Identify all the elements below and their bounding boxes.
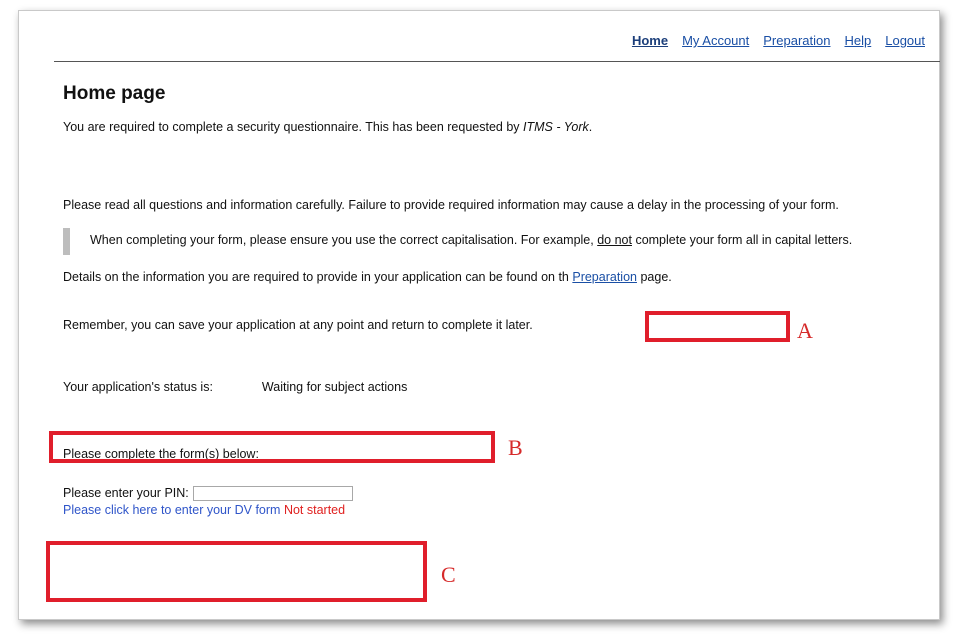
status-value: Waiting for subject actions [261, 380, 408, 394]
requesting-organisation: ITMS - York [523, 120, 589, 134]
annotation-label-c: C [441, 562, 456, 587]
application-status-row [63, 379, 923, 396]
intro-end: . [588, 120, 593, 134]
annotation-box-b [49, 431, 495, 463]
details-text: Details on the information you are required to provide in your application can be found on th [63, 270, 569, 284]
application-page [18, 10, 940, 620]
note-text-end: complete your form all in capital letters. [631, 233, 853, 247]
nav-home-link[interactable]: Home [631, 33, 669, 48]
pin-input[interactable] [193, 486, 353, 501]
preparation-page-link[interactable]: Preparation [572, 270, 637, 284]
note-text-start: When completing your form, please ensure you use the correct capitalisation. For example, [90, 233, 598, 247]
capitalisation-note [63, 228, 923, 255]
save-reminder: Remember, you can save your application at any point and return to complete it later. [63, 318, 533, 332]
annotation-box-c [46, 541, 427, 602]
read-instructions: Please read all questions and information carefully. Failure to provide required information may cause a delay in the processing of your form. [63, 198, 839, 212]
dv-form-link[interactable]: Please click here to enter your DV form [63, 503, 281, 517]
details-paragraph [63, 269, 923, 286]
details-end: page. [636, 270, 672, 284]
page-title: Home page [63, 83, 166, 104]
pin-label: Please enter your PIN: [63, 486, 189, 500]
status-label: Your application's status is: [63, 380, 213, 394]
top-navigation [632, 33, 925, 48]
nav-help-link[interactable]: Help [844, 33, 872, 48]
header-divider [54, 61, 940, 62]
intro-text: You are required to complete a security questionnaire. This has been requested by [63, 120, 524, 134]
intro-paragraph [63, 119, 923, 136]
forms-instruction: Please complete the form(s) below: [63, 447, 259, 461]
annotation-label-b: B [508, 435, 523, 460]
pin-row [63, 485, 923, 502]
nav-logout-link[interactable]: Logout [885, 33, 925, 48]
annotation-box-a [645, 311, 790, 342]
annotation-label-a: A [797, 318, 813, 343]
dv-form-status: Not started [283, 503, 346, 517]
dv-form-row [63, 502, 923, 519]
note-do-not: do not [597, 233, 632, 247]
nav-my-account-link[interactable]: My Account [682, 33, 750, 48]
nav-preparation-link[interactable]: Preparation [763, 33, 831, 48]
